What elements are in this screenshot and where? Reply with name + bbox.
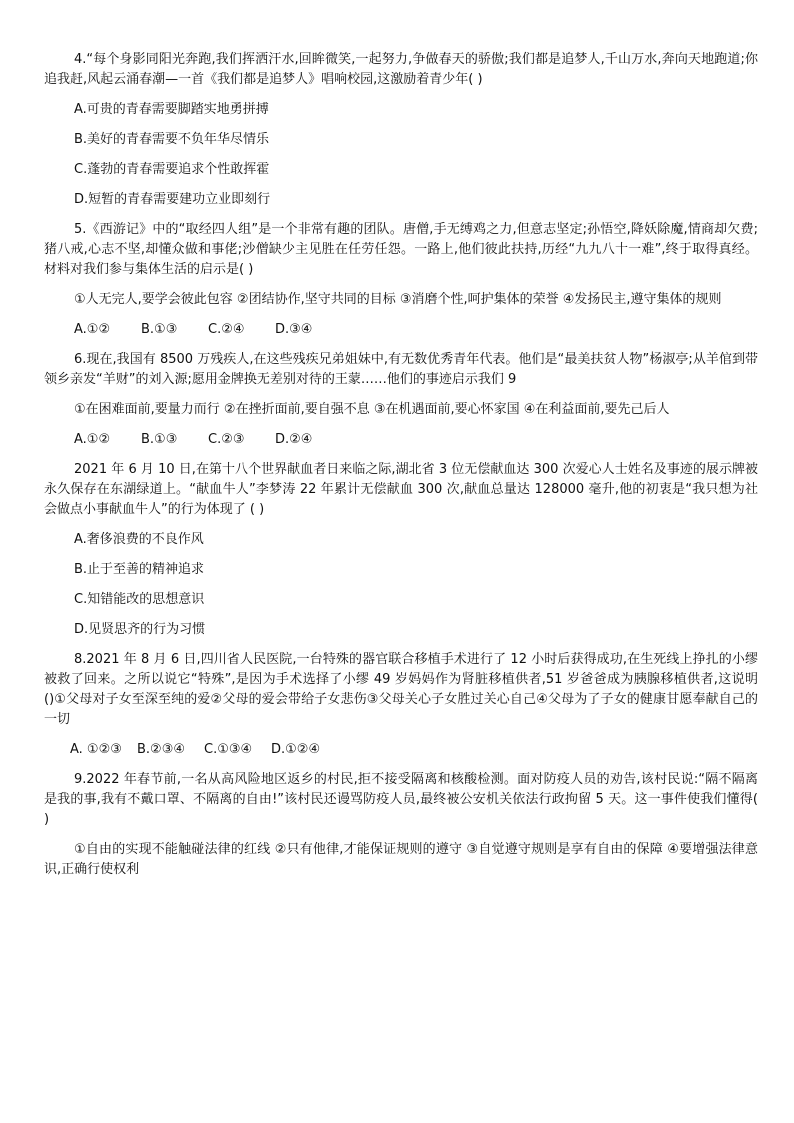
- question-5-statements: ①人无完人,要学会彼此包容 ②团结协作,坚守共同的目标 ③消磨个性,呵护集体的荣誉 ④发扬民主,遵守集体的规则: [74, 292, 722, 307]
- question-8-choice-d: D.①②④: [271, 742, 321, 757]
- question-4-option-d: D.短暂的青春需要建功立业即刻行: [74, 192, 271, 207]
- question-6-choice-a: A.①②: [74, 432, 111, 447]
- question-4-option-b: B.美好的青春需要不负年华尽情乐: [74, 132, 270, 147]
- question-5-choice-a: A.①②: [74, 322, 111, 337]
- question-7-option-a: A.奢侈浪费的不良作风: [74, 532, 204, 547]
- question-4-option-a: A.可贵的青春需要脚踏实地勇拼搏: [74, 102, 269, 117]
- question-8-choice-b: B.②③④: [137, 742, 186, 757]
- question-5-choice-d: D.③④: [275, 322, 313, 337]
- question-6-choice-d: D.②④: [275, 432, 313, 447]
- question-6-choice-b: B.①③: [141, 432, 178, 447]
- question-8-choice-a: A. ①②③: [70, 742, 122, 757]
- question-8-choices: [44, 740, 758, 760]
- question-7-stem: 2021 年 6 月 10 日,在第十八个世界献血者日来临之际,湖北省 3 位无偿献血达 300 次爱心人士姓名及事迹的展示牌被永久保存在东湖绿道上。“献血牛人”李梦涛 22 年累计无偿献血 300 次,献血总量达 128000 毫升,他的初衷是“我只想为社会做点小事献血牛人”的行为体现了 ( ): [44, 462, 758, 517]
- question-5-choice-c: C.②④: [208, 322, 245, 337]
- question-7-option-b: B.止于至善的精神追求: [74, 562, 205, 577]
- question-5-choices: [44, 320, 758, 340]
- question-4-stem: 4.“每个身影同阳光奔跑,我们挥洒汗水,回眸微笑,一起努力,争做春天的骄傲;我们都是追梦人,千山万水,奔向天地跑道;你追我赶,风起云涌春潮—一首《我们都是追梦人》唱响校园,这激励着青少年( ): [44, 52, 758, 87]
- question-7-option-c: C.知错能改的思想意识: [74, 592, 205, 607]
- question-8-choice-c: C.①③④: [204, 742, 253, 757]
- question-9-stem: 9.2022 年春节前,一名从高风险地区返乡的村民,拒不接受隔离和核酸检测。面对防疫人员的劝告,该村民说:“隔不隔离是我的事,我有不戴口罩、不隔离的自由!”该村民还谩骂防疫人员,最终被公安机关依法行政拘留 5 天。这一事件使我们懂得( ): [44, 772, 758, 827]
- question-6-choices: [44, 430, 758, 450]
- question-9-statements: ①自由的实现不能触碰法律的红线 ②只有他律,才能保证规则的遵守 ③自觉遵守规则是享有自由的保障 ④要增强法律意识,正确行使权利: [44, 842, 758, 877]
- question-7-option-d: D.见贤思齐的行为习惯: [74, 622, 206, 637]
- question-6-statements: ①在困难面前,要量力而行 ②在挫折面前,要自强不息 ③在机遇面前,要心怀家国 ④在利益面前,要先己后人: [74, 402, 670, 417]
- question-6-stem: 6.现在,我国有 8500 万残疾人,在这些残疾兄弟姐妹中,有无数优秀青年代表。他们是“最美扶贫人物”杨淑亭;从羊倌到带领乡亲发“羊财”的刘入源;愿用金牌换无差别对待的王蒙……他们的事迹启示我们 9: [44, 352, 758, 387]
- question-5-stem: 5.《西游记》中的“取经四人组”是一个非常有趣的团队。唐僧,手无缚鸡之力,但意志坚定;孙悟空,降妖除魔,情商却欠费;猪八戒,心志不坚,却懂众做和事佬;沙僧缺少主见胜在任劳任怨。一路上,他们彼此扶持,历经“九九八十一难”,终于取得真经。材料对我们参与集体生活的启示是( ): [44, 222, 758, 277]
- question-5-choice-b: B.①③: [141, 322, 178, 337]
- question-4-option-c: C.蓬勃的青春需要追求个性敢挥霍: [74, 162, 270, 177]
- question-6-choice-c: C.②③: [208, 432, 245, 447]
- question-8-stem: 8.2021 年 8 月 6 日,四川省人民医院,一台特殊的器官联合移植手术进行了 12 小时后获得成功,在生死线上挣扎的小缪被救了回来。之所以说它“特殊”,是因为手术选择了小缪 49 岁妈妈作为肾脏移植供者,51 岁爸爸成为胰腺移植供者,这说明()①父母对子女至深至纯的爱②父母的爱会带给子女悲伤③父母关心子女胜过关心自己④父母为了子女的健康甘愿奉献自己的一切: [44, 652, 758, 727]
